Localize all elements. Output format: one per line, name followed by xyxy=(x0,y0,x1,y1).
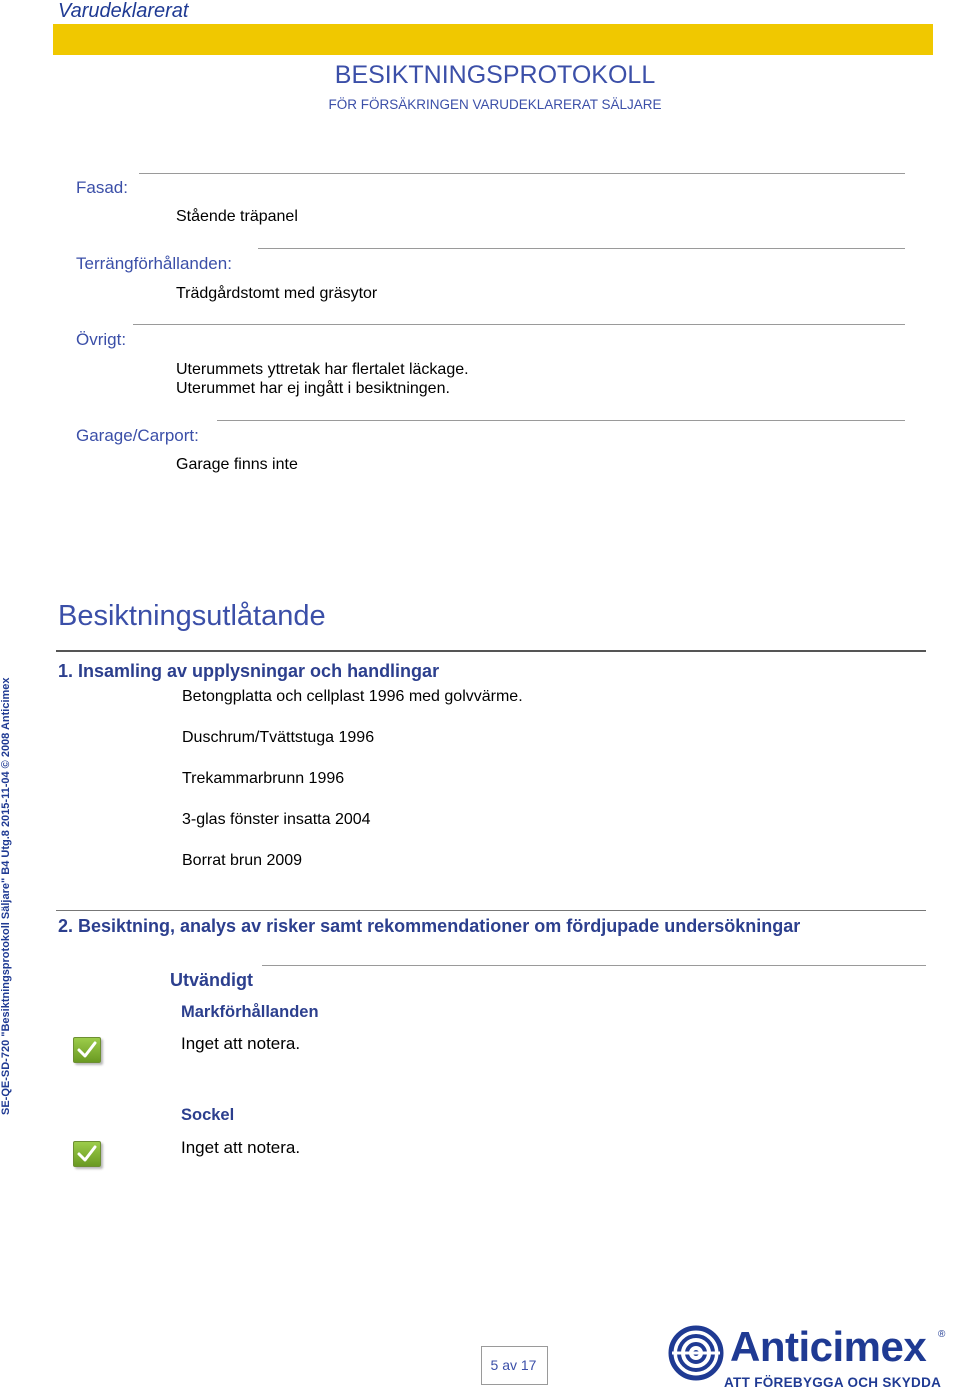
field-value-garage: Garage finns inte xyxy=(176,456,298,473)
field-value-ovrigt-2: Uterummet har ej ingått i besiktningen. xyxy=(176,380,450,397)
logo-tagline: ATT FÖREBYGGA OCH SKYDDA xyxy=(724,1375,942,1390)
field-divider xyxy=(217,420,905,421)
check-text: Inget att notera. xyxy=(181,1138,301,1157)
document-title: BESIKTNINGSPROTOKOLL xyxy=(334,61,656,89)
document-reference: SE-QE-SD-720 "Besiktningsprotokoll Säljare" B4 Utg.8 2015-11-04 © 2008 Anticimex xyxy=(0,677,12,1115)
field-divider xyxy=(258,248,905,249)
subheading-rule xyxy=(262,965,926,966)
section1-item: Betongplatta och cellplast 1996 med golvvärme. xyxy=(182,688,523,705)
field-label-ovrigt: Övrigt: xyxy=(76,330,127,349)
check-text: Inget att notera. xyxy=(181,1034,301,1053)
section2-rule xyxy=(56,910,926,911)
header-bar xyxy=(53,24,933,55)
field-value-ovrigt-1: Uterummets yttretak har flertalet läckage. xyxy=(176,361,469,378)
section2-heading: 2. Besiktning, analys av risker samt rekommendationer om fördjupade undersökningar xyxy=(58,916,801,936)
check-title: Sockel xyxy=(181,1106,235,1124)
field-label-garage: Garage/Carport: xyxy=(76,426,199,445)
subheading-utvandigt: Utvändigt xyxy=(170,970,253,990)
logo-registered: ® xyxy=(938,1329,946,1340)
field-label-fasad: Fasad: xyxy=(76,178,128,197)
section-rule xyxy=(56,650,926,652)
check-icon xyxy=(73,1141,101,1167)
field-value-terrang: Trädgårdstomt med gräsytor xyxy=(176,285,378,302)
section1-heading: 1. Insamling av upplysningar och handlingar xyxy=(58,661,440,681)
section-heading: Besiktningsutlåtande xyxy=(58,600,326,632)
check-title: Markförhållanden xyxy=(181,1003,319,1021)
anticimex-logo xyxy=(668,1323,950,1393)
field-divider xyxy=(139,173,905,174)
section1-item: 3-glas fönster insatta 2004 xyxy=(182,811,371,828)
document-subtitle: FÖR FÖRSÄKRINGEN VARUDEKLARERAT SÄLJARE xyxy=(328,97,662,112)
section1-item: Duschrum/Tvättstuga 1996 xyxy=(182,729,375,746)
field-divider xyxy=(133,324,905,325)
section1-item: Borrat brun 2009 xyxy=(182,852,303,869)
anticimex-logo-icon xyxy=(668,1325,724,1381)
field-label-terrang: Terrängförhållanden: xyxy=(76,254,232,273)
page-number: 5 av 17 xyxy=(490,1357,537,1373)
section1-item: Trekammarbrunn 1996 xyxy=(182,770,345,787)
check-icon xyxy=(73,1037,101,1063)
logo-wordmark: Anticimex xyxy=(730,1323,927,1370)
field-value-fasad: Stående träpanel xyxy=(176,208,298,225)
header-label: Varudeklarerat xyxy=(58,0,189,22)
